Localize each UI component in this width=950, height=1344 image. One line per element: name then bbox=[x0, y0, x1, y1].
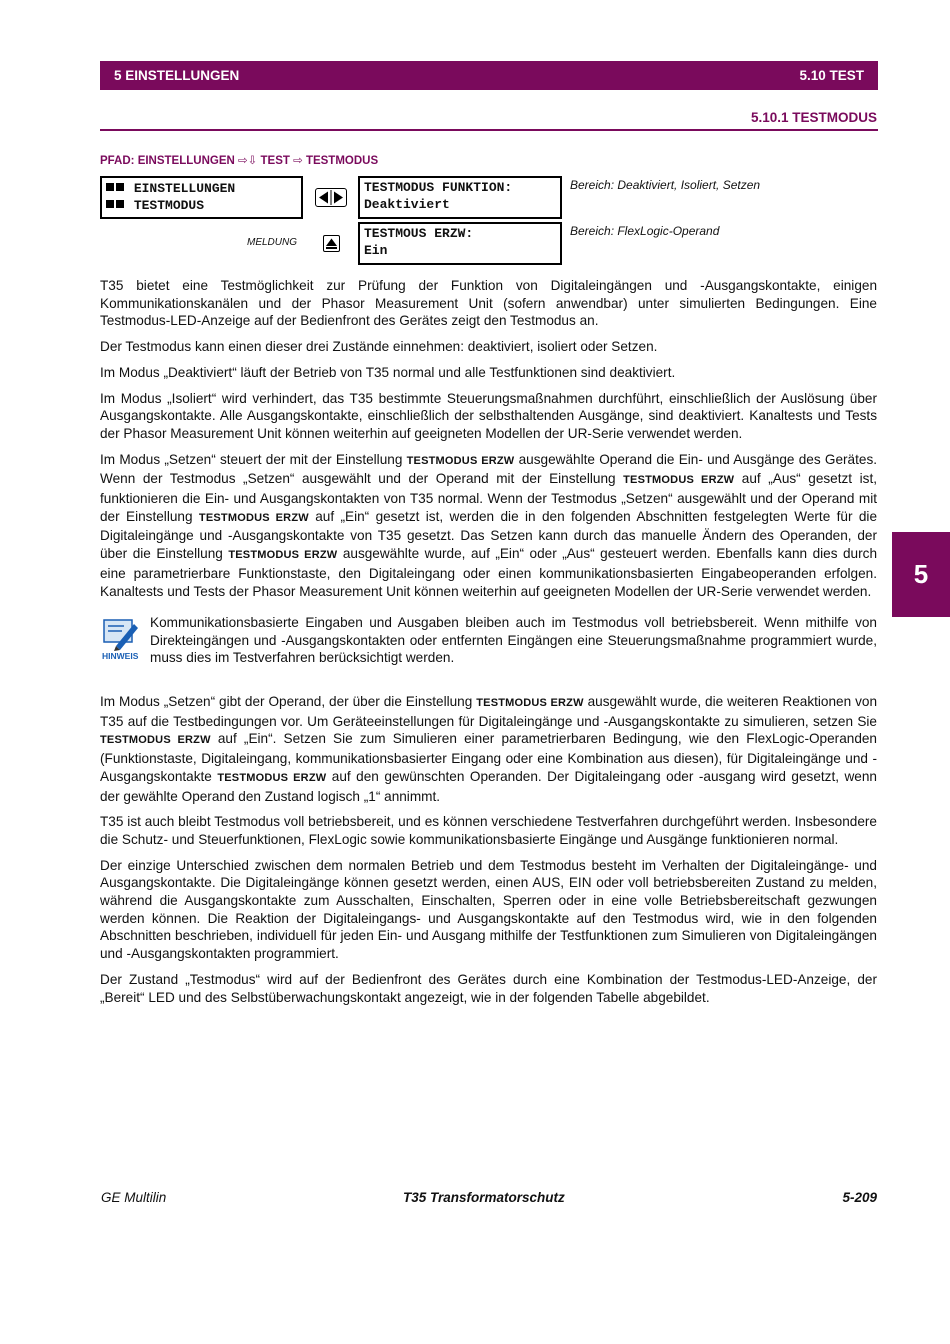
setting-keyword: TESTMODUS ERZW bbox=[198, 511, 309, 524]
path-arrow-right-down-icon: ⇨⇩ bbox=[238, 155, 258, 167]
setting-test-mode-function bbox=[358, 176, 562, 219]
menu-line-2: TESTMODUS bbox=[106, 197, 297, 214]
message-up-key-icon bbox=[323, 235, 340, 252]
section-title: 5.10 TEST bbox=[799, 68, 864, 83]
paragraph: Im Modus „Deaktiviert“ läuft der Betrieb von T35 normal und alle Testfunktionen sind deaktiviert. bbox=[100, 364, 676, 380]
paragraph: T35 bietet eine Testmöglichkeit zur Prüfung der Funktion von Digitaleingängen und -Ausgangskontakte, einigen Kommunikationskanälen und der Phasor Measurement Unit (sofern anwendbar) unter simulierten Bedingungen. Eine Testmodus-LED-Anzeige auf der Bedienfront des Gerätes zeigt den Testmodus an. bbox=[100, 278, 877, 329]
paragraph: T35 ist auch bleibt Testmodus voll betriebsbereit, und es können verschiedene Testverfahren durchgeführt werden. Insbesondere die Schutz- und Steuerfunktionen, FlexLogic sowie kommunikationsbasierte Eingänge und Ausgänge funktionieren normal. bbox=[100, 814, 877, 847]
footer-center: T35 Transformatorschutz bbox=[403, 1190, 565, 1205]
setting-label: TESTMOUS ERZW: bbox=[364, 226, 474, 241]
setting-test-mode-forcing bbox=[358, 222, 562, 265]
message-label: MELDUNG bbox=[247, 237, 298, 248]
path-mid: TEST bbox=[260, 155, 290, 167]
section-divider bbox=[100, 129, 878, 131]
setting-label: TESTMODUS FUNKTION: bbox=[364, 180, 513, 195]
setting-value: Deaktiviert bbox=[364, 197, 450, 212]
path-prefix: PFAD: EINSTELLUNGEN bbox=[100, 155, 235, 167]
path-end: TESTMODUS bbox=[305, 155, 379, 167]
footer-page-number: 5-209 bbox=[842, 1190, 877, 1205]
menu-line-1: EINSTELLUNGEN bbox=[106, 180, 297, 197]
footer-left: GE Multilin bbox=[101, 1190, 167, 1205]
note-text: Kommunikationsbasierte Eingaben und Ausgaben bleiben auch im Testmodus voll betriebsbereit. Wenn mithilfe von Direkteingängen und -Ausgangskontakten oder entfernten Eingängen eine Steuerungsmaßnahme programmiert wurde, muss dies im Testverfahren berücksichtigt werden. bbox=[150, 615, 877, 666]
body-text-lower bbox=[100, 693, 877, 1014]
setting-range: Bereich: Deaktiviert, Isoliert, Setzen bbox=[570, 178, 761, 192]
setting-keyword: TESTMODUS ERZW bbox=[217, 771, 327, 784]
setting-keyword: TESTMODUS ERZW bbox=[100, 734, 211, 747]
paragraph: Im Modus „Setzen“ gibt der Operand, der über die Einstellung TESTMODUS ERZW ausgewählt wurde, die weiteren Reaktionen von T35 auf die Testbedingungen vor. Um Geräteeinstellungen für Digitaleingänge und -Ausgangskontakte zu simulieren, setzen Sie TESTMODUS ERZW auf „Ein“. Setzen Sie zum Simulieren einer parametrierbaren Bedingung, wie den FlexLogic-Operanden (Funktionstaste, Digitaleingang, kommunikationsbasierter Eingang oder eine Kombination aus diesen), für Digitaleingänge und -Ausgangskontakte TESTMODUS ERZW auf den gewünschten Operanden. Der Digitaleingang oder -ausgang wird gesetzt, wenn der gewählte Operand den Zustand logisch „1“ annimmt. bbox=[100, 694, 877, 804]
chapter-side-tab: 5 bbox=[892, 532, 950, 617]
paragraph: Im Modus „Setzen“ steuert der mit der Einstellung TESTMODUS ERZW ausgewählte Operand die Ein- und Ausgänge des Gerätes. Wenn der Testmodus „Setzen“ ausgewählt und der Operand mit der Einstellung TESTMODUS ERZW auf „Aus“ gesetzt ist, funktionieren die Ein- und Ausgangskontakten von T35 normal. Wenn der Testmodus „Setzen“ ausgewählt und der Operand mit der Einstellung TESTMODUS ERZW auf „Ein“ gesetzt ist, werden die in den folgenden Abschnitten festgelegten Werte für die Digitaleingänge und -Ausgangskontakte von T35 gesetzt. Das Setzen kann durch das manuelle Ändern des Operanden, der über die Einstellung TESTMODUS ERZW ausgewählte wurde, auf „Ein“ oder „Aus“ gesteuert werden. Ebenfalls kann dies durch eine parametrierbare Funktionstaste, den Digitaleingang oder einen kommunikationsbasierten Eingabeoperanden erfolgen. Kanaltests und Tests der Phasor Measurement Unit können weiterhin auf geeigneten Modellen der UR-Serie verwendet werden. bbox=[100, 451, 878, 599]
chapter-title: 5 EINSTELLUNGEN bbox=[114, 68, 240, 83]
subsection-title: 5.10.1 TESTMODUS bbox=[750, 110, 877, 125]
note-label: HINWEIS bbox=[102, 651, 139, 661]
left-right-key-icon bbox=[315, 188, 347, 207]
setting-range: Bereich: FlexLogic-Operand bbox=[570, 224, 720, 238]
path-arrow-right-icon: ⇨ bbox=[293, 155, 303, 167]
menu-display-box bbox=[100, 176, 303, 219]
body-text-upper bbox=[100, 277, 877, 608]
paragraph: Der Testmodus kann einen dieser drei Zustände einnehmen: deaktiviert, isoliert oder Setzen. bbox=[100, 339, 658, 355]
setting-keyword: TESTMODUS ERZW bbox=[406, 454, 515, 467]
setting-value: Ein bbox=[364, 243, 388, 258]
setting-keyword: TESTMODUS ERZW bbox=[476, 697, 584, 709]
paragraph: Im Modus „Isoliert“ wird verhindert, das T35 bestimmte Steuerungsmaßnahmen durchführt, einschließlich der Auslösung über Ausgangskontakte. Alle Ausgangskontakte, einschließlich der selbsthaltenden Ausgänge, sind deaktiviert. Kanaltests und Tests der Phasor Measurement Unit können weiterhin auf geeigneten Modellen der UR-Serie verwendet werden. bbox=[100, 390, 877, 441]
setting-keyword: TESTMODUS ERZW bbox=[623, 474, 735, 487]
chapter-header-bar bbox=[100, 61, 878, 90]
setting-keyword: TESTMODUS ERZW bbox=[228, 549, 338, 562]
settings-path bbox=[100, 153, 378, 167]
paragraph: Der Zustand „Testmodus“ wird auf der Bedienfront des Gerätes durch eine Kombination der Testmodus-LED-Anzeige, der „Bereit“ LED und des Selbstüberwachungskontakt angezeigt, wie in der folgenden Tabelle abgebildet. bbox=[100, 971, 877, 1005]
paragraph: Der einzige Unterschied zwischen dem normalen Betrieb und dem Testmodus besteht im Verhalten der Digitaleingänge- und Ausgangskontakte. Die Digitaleingänge können gesetzt werden, einen AUS, EIN oder voll betriebsbereiten Zustand zu melden, während die Ausgangskontakte zum Ausschalten, Einschalten, Sperren oder in eine volle Betriebsbereitschaft gezwungen werden können. Die Reaktion der Digitaleingangs- und Ausgangskontakte auf den Testmodus wird, wie in den folgenden Abschnitten beschrieben, individuell für jeden Ein- und Ausgang mithilfe der Testfunktionen zum Simulieren von Digitaleingängen und -Ausgangskontakten programmiert. bbox=[100, 857, 877, 962]
